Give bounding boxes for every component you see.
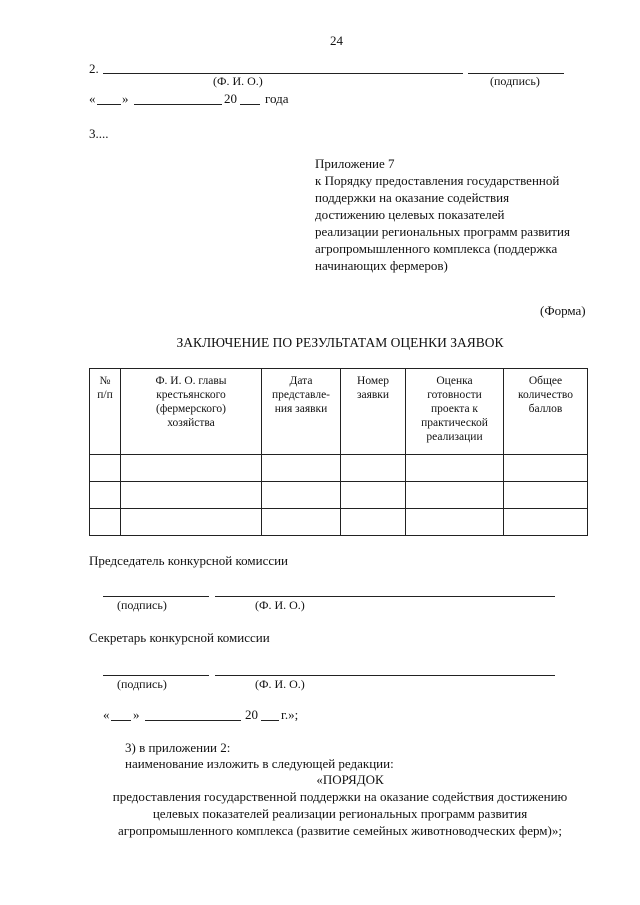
secretary-sign-underline [103,675,209,676]
appendix-line: к Порядку предоставления государственной [315,173,560,188]
final-date-year-prefix: 20 [245,707,258,722]
table-cell[interactable] [121,509,262,536]
table-cell[interactable] [341,455,406,482]
signature-caption: (подпись) [490,74,540,88]
table-cell[interactable] [262,509,341,536]
item-3: 3.... [89,126,109,141]
final-date-month-underline [145,720,241,721]
table-cell[interactable] [262,455,341,482]
appendix-line: агропромышленного комплекса (поддержка [315,241,558,256]
secretary-fio-underline [215,675,555,676]
document-title: ЗАКЛЮЧЕНИЕ ПО РЕЗУЛЬТАТАМ ОЦЕНКИ ЗАЯВОК [176,335,504,350]
col-header-date: Дата представле- ния заявки [262,369,341,455]
chairman-label: Председатель конкурсной комиссии [89,553,289,568]
page-number: 24 [330,33,343,48]
final-date-suffix: г.»; [281,707,299,722]
date-close-quote: » [122,91,129,106]
form-label: (Форма) [540,303,586,318]
chairman-sign-underline [103,596,209,597]
final-date-close: » [133,707,140,722]
secretary-sign-caption: (подпись) [117,677,167,691]
table-cell[interactable] [90,455,121,482]
table-cell[interactable] [406,482,504,509]
amendment-line-2: наименование изложить в следующей редакции: [125,756,394,771]
table-cell[interactable] [90,482,121,509]
amendment-line-4: предоставления государственной поддержки на оказание содействия достижению [112,789,568,804]
date-day-underline [97,104,121,105]
amendment-line-1: 3) в приложении 2: [125,740,231,755]
fio-caption: (Ф. И. О.) [213,74,263,88]
date-open-quote: « [89,91,96,106]
secretary-label: Секретарь конкурсной комиссии [89,630,270,645]
table-row [90,455,588,482]
col-header-total-score: Общее количество баллов [504,369,588,455]
table-cell[interactable] [504,509,588,536]
table-cell[interactable] [121,482,262,509]
col-header-farm-head: Ф. И. О. главы крестьянского (фермерского) хозяйства [121,369,262,455]
final-date-open: « [103,707,110,722]
appendix-header [315,155,615,274]
col-header-readiness: Оценка готовности проекта к практической реализации [406,369,504,455]
appendix-line: реализации региональных программ развития [315,224,570,239]
secretary-fio-caption: (Ф. И. О.) [255,677,305,691]
table-row [90,509,588,536]
col-header-number: № п/п [90,369,121,455]
date-year-prefix: 20 [224,91,237,106]
table-cell[interactable] [90,509,121,536]
table-cell[interactable] [406,455,504,482]
fio-underline [103,73,463,74]
appendix-line: начинающих фермеров) [315,258,448,273]
table-cell[interactable] [406,509,504,536]
table-cell[interactable] [341,482,406,509]
appendix-line: поддержки на оказание содействия [315,190,510,205]
appendix-line: Приложение 7 [315,156,395,171]
amendment-line-5: целевых показателей реализации региональных программ развития [152,806,528,821]
table-row [90,482,588,509]
date-year-underline [240,104,260,105]
table-cell[interactable] [504,455,588,482]
assessment-table [89,368,588,536]
chairman-fio-underline [215,596,555,597]
table-cell[interactable] [341,509,406,536]
table-header-row [90,369,588,455]
col-header-application-number: Номер заявки [341,369,406,455]
date-month-underline [134,104,222,105]
date-year-suffix: года [265,91,289,106]
item-2-number: 2. [89,61,99,76]
chairman-sign-caption: (подпись) [117,598,167,612]
table-cell[interactable] [504,482,588,509]
appendix-line: достижению целевых показателей [315,207,505,222]
table-cell[interactable] [262,482,341,509]
amendment-line-6: агропромышленного комплекса (развитие семейных животноводческих ферм)»; [118,823,562,838]
final-date-day-underline [111,720,131,721]
table-cell[interactable] [121,455,262,482]
amendment-line-3: «ПОРЯДОК [316,772,384,787]
chairman-fio-caption: (Ф. И. О.) [255,598,305,612]
final-date-year-underline [261,720,279,721]
